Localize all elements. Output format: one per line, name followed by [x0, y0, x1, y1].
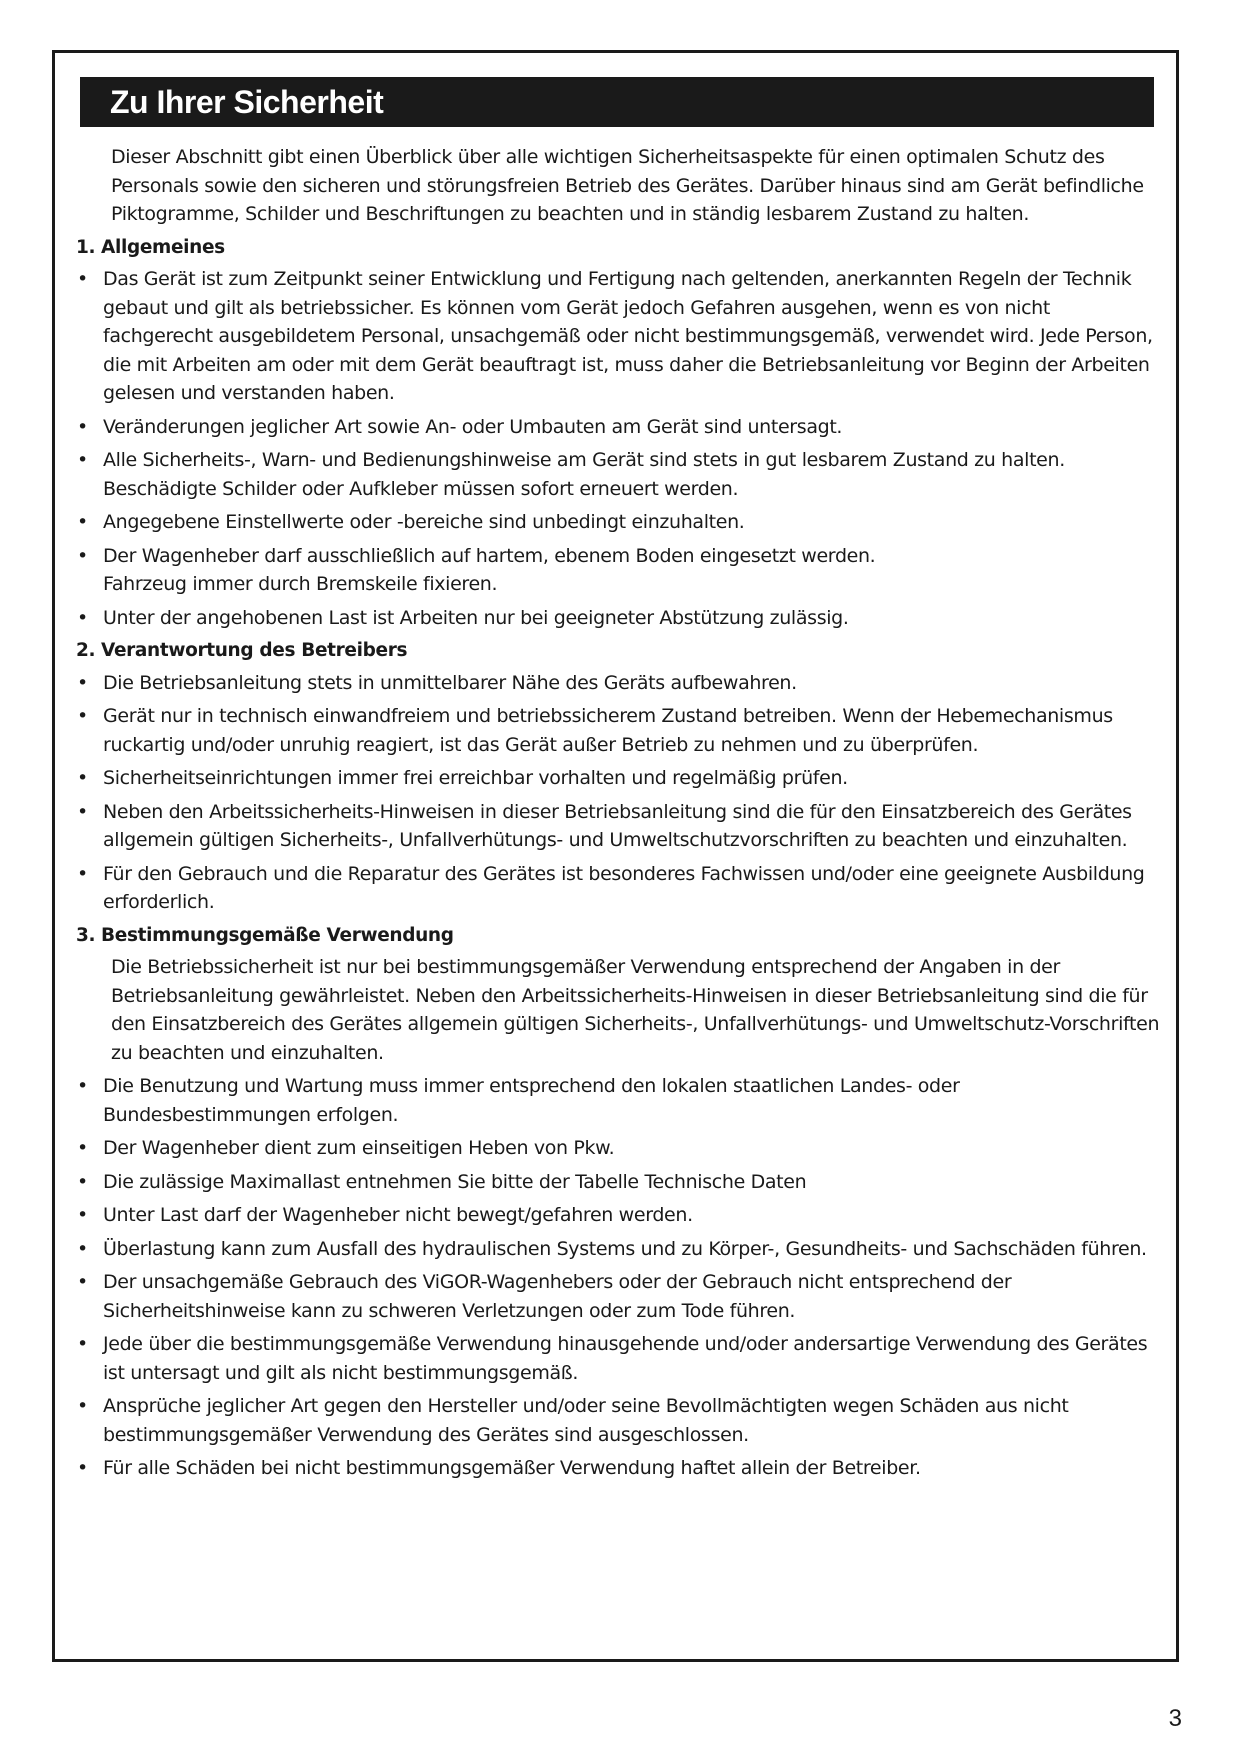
list-item-text: Überlastung kann zum Ausfall des hydraulischen Systems und zu Körper-, Gesundheits- und Sachschäden führen. [103, 1237, 1147, 1260]
section-title: Verantwortung des Betreibers [101, 640, 408, 661]
bullet-icon: • [77, 268, 88, 290]
bullet-icon: • [77, 1075, 88, 1097]
section-intended-use [76, 922, 1161, 1483]
list-item [76, 669, 1161, 698]
bullet-icon: • [77, 1457, 88, 1479]
list-item [76, 1268, 1161, 1325]
bullet-icon: • [77, 862, 88, 885]
list-item-text: Das Gerät ist zum Zeitpunkt seiner Entwicklung und Fertigung nach geltenden, anerkannten Regeln der Technik gebaut und gilt als betriebssicher. Es können vom Gerät jedoch Gefahren ausgehen, wenn es von nicht fachgerecht ausgebildetem Personal, unsachgemäß oder nicht bestimmungsgemäß, verwendet wird. Jede Person, die mit Arbeiten am oder mit dem Gerät beauftragt ist, muss daher die Betriebsanleitung vor Beginn der Arbeiten gelesen und verstanden haben. [103, 268, 1153, 404]
bullet-icon: • [77, 671, 88, 694]
section-number: 3. [76, 924, 96, 946]
section-heading [76, 922, 1161, 951]
section-heading [76, 234, 1161, 263]
list-item [76, 860, 1161, 917]
list-item [76, 1330, 1161, 1387]
list-item [76, 1134, 1161, 1163]
list-item [76, 1201, 1161, 1230]
bullet-icon: • [77, 800, 88, 823]
bullet-icon: • [77, 1204, 88, 1226]
list-item [76, 446, 1161, 503]
list-item [76, 1168, 1161, 1197]
bullet-icon: • [77, 1137, 88, 1159]
list-item-text: Unter Last darf der Wagenheber nicht bewegt/gefahren werden. [103, 1204, 693, 1226]
list-item [76, 542, 1161, 599]
bullet-list [76, 669, 1161, 917]
section-title: Bestimmungsgemäße Verwendung [101, 924, 454, 946]
bullet-icon: • [77, 1395, 88, 1417]
list-item-text: Der Wagenheber dient zum einseitigen Heben von Pkw. [103, 1137, 615, 1159]
list-item-text: Ansprüche jeglicher Art gegen den Hersteller und/oder seine Bevollmächtigten wegen Schäden aus nicht bestimmungsgemäßer Verwendung des Gerätes sind ausgeschlossen. [103, 1395, 1069, 1446]
page-title: Zu Ihrer Sicherheit [110, 84, 384, 120]
list-item [76, 413, 1161, 442]
list-item [76, 1454, 1161, 1483]
list-item-text: Neben den Arbeitssicherheits-Hinweisen in dieser Betriebsanleitung sind die für den Einsatzbereich des Gerätes allgemein gültigen Sicherheits-, Unfallverhütungs- und Umweltschutzvorschriften zu beachten und einzuhalten. [103, 800, 1132, 851]
list-item-text: Für den Gebrauch und die Reparatur des Gerätes ist besonderes Fachwissen und/oder eine geeignete Ausbildung erforderlich. [103, 862, 1145, 913]
section-paragraph: Die Betriebssicherheit ist nur bei bestimmungsgemäßer Verwendung entsprechend der Angaben in der Betriebsanleitung gewährleistet. Neben den Arbeitssicherheits-Hinweisen in dieser Betriebsanleitung sind die für den Einsatzbereich des Gerätes allgemein gültigen Sicherheits-, Unfallverhütungs- und Umweltschutz-Vorschriften zu beachten und einzuhalten. [111, 956, 1160, 1064]
bullet-icon: • [77, 511, 88, 533]
section-heading [76, 637, 1161, 666]
bullet-icon: • [77, 767, 88, 789]
bullet-icon: • [77, 705, 88, 727]
title-bar [80, 77, 1154, 127]
list-item-text: Unter der angehobenen Last ist Arbeiten nur bei geeigneter Abstützung zulässig. [103, 606, 849, 629]
bullet-icon: • [77, 1170, 88, 1193]
section-operator-responsibility [76, 637, 1161, 917]
list-item-text: Veränderungen jeglicher Art sowie An- oder Umbauten am Gerät sind untersagt. [103, 415, 843, 438]
list-item-text: Die zulässige Maximallast entnehmen Sie bitte der Tabelle Technische Daten [103, 1170, 807, 1193]
section-number: 1. [76, 236, 96, 258]
list-item-text: Die Benutzung und Wartung muss immer entsprechend den lokalen staatlichen Landes- oder Bundesbestimmungen erfolgen. [103, 1075, 960, 1126]
list-item-text: Für alle Schäden bei nicht bestimmungsgemäßer Verwendung haftet allein der Betreiber. [103, 1457, 921, 1479]
section-general [76, 234, 1161, 633]
list-item-text: Der unsachgemäße Gebrauch des ViGOR-Wagenhebers oder der Gebrauch nicht entsprechend der Sicherheitshinweise kann zu schweren Verletzungen oder zum Tode führen. [103, 1271, 1012, 1322]
bullet-icon: • [77, 544, 88, 567]
list-item [76, 1392, 1161, 1449]
intro-paragraph: Dieser Abschnitt gibt einen Überblick über alle wichtigen Sicherheitsaspekte für einen optimalen Schutz des Personals sowie den sicheren und störungsfreien Betrieb des Gerätes. Darüber hinaus sind am Gerät befindliche Piktogramme, Schilder und Beschriftungen zu beachten und in ständig lesbarem Zustand zu halten. [111, 146, 1144, 225]
list-item-text: Die Betriebsanleitung stets in unmittelbarer Nähe des Geräts aufbewahren. [103, 671, 797, 694]
bullet-list [76, 265, 1161, 632]
list-item [76, 1072, 1161, 1129]
list-item [76, 798, 1161, 855]
content [76, 143, 1161, 1488]
list-item-text: Der Wagenheber darf ausschließlich auf hartem, ebenem Boden eingesetzt werden. Fahrzeug immer durch Bremskeile fixieren. [103, 544, 876, 595]
page-number: 3 [1168, 1705, 1182, 1732]
bullet-icon: • [77, 1333, 88, 1355]
bullet-icon: • [77, 415, 88, 438]
list-item [76, 1235, 1161, 1264]
page-frame [52, 50, 1179, 1662]
bullet-icon: • [77, 606, 88, 629]
bullet-icon: • [77, 1237, 88, 1260]
bullet-list [76, 1072, 1161, 1483]
list-item [76, 265, 1161, 408]
section-number: 2. [76, 640, 96, 661]
bullet-icon: • [77, 1271, 88, 1293]
bullet-icon: • [77, 449, 88, 471]
list-item-text: Sicherheitseinrichtungen immer frei erreichbar vorhalten und regelmäßig prüfen. [103, 767, 848, 789]
list-item [76, 508, 1161, 537]
list-item [76, 764, 1161, 793]
list-item [76, 702, 1161, 759]
list-item-text: Alle Sicherheits-, Warn- und Bedienungshinweise am Gerät sind stets in gut lesbarem Zustand zu halten. Beschädigte Schilder oder Aufkleber müssen sofort erneuert werden. [103, 449, 1065, 500]
list-item [76, 604, 1161, 633]
list-item-text: Gerät nur in technisch einwandfreiem und betriebssicherem Zustand betreiben. Wenn der Hebemechanismus ruckartig und/oder unruhig reagiert, ist das Gerät außer Betrieb zu nehmen und zu überprüfen. [103, 705, 1113, 756]
list-item-text: Jede über die bestimmungsgemäße Verwendung hinausgehende und/oder andersartige Verwendung des Gerätes ist untersagt und gilt als nicht bestimmungsgemäß. [103, 1333, 1148, 1384]
list-item-text: Angegebene Einstellwerte oder -bereiche sind unbedingt einzuhalten. [103, 511, 745, 533]
section-title: Allgemeines [101, 236, 225, 258]
